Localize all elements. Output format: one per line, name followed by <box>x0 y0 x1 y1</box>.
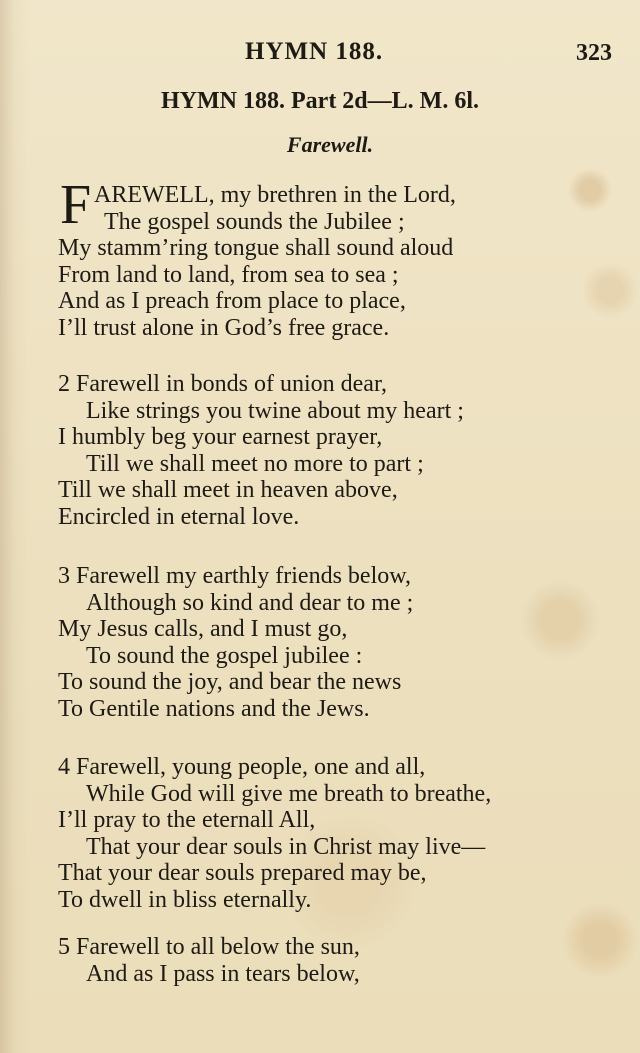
stanza-line: Encircled in eternal love. <box>58 503 300 530</box>
stanza-line: Till we shall meet no more to part ; <box>86 450 424 477</box>
stanza-line: My stamm’ring tongue shall sound aloud <box>58 235 454 261</box>
stanza-line: Till we shall meet in heaven above, <box>58 477 398 503</box>
stanza-line: And as I preach from place to place, <box>58 288 406 314</box>
drop-cap: F <box>60 174 92 236</box>
stanza-line: 3 Farewell my earthly friends below, <box>58 563 412 589</box>
stanza-4 <box>58 754 618 913</box>
stanza-line: I humbly beg your earnest prayer, <box>58 424 383 450</box>
stanza-1 <box>58 182 618 341</box>
stanza-line: I’ll trust alone in God’s free grace. <box>58 314 390 341</box>
stanza-line: From land to land, from sea to sea ; <box>58 261 399 288</box>
stanza-line: To sound the joy, and bear the news <box>58 669 402 695</box>
stanza-line: Like strings you twine about my heart ; <box>86 397 464 424</box>
tune-name: Farewell. <box>286 132 374 157</box>
stanza-line: That your dear souls prepared may be, <box>58 860 427 886</box>
stanza-line: To sound the gospel jubilee : <box>86 642 363 669</box>
stanza-line: That your dear souls in Christ may live— <box>86 833 486 860</box>
stanza-2 <box>58 371 618 530</box>
stanza-line: And as I pass in tears below, <box>86 960 360 987</box>
stanza-line: To Gentile nations and the Jews. <box>58 695 370 722</box>
stanza-line: My Jesus calls, and I must go, <box>58 616 348 642</box>
stanza-line: Although so kind and dear to me ; <box>86 589 414 616</box>
stanza-5 <box>58 934 618 987</box>
stanza-line: 4 Farewell, young people, one and all, <box>58 754 426 780</box>
page-number: 323 <box>576 40 612 66</box>
stanza-line: 5 Farewell to all below the sun, <box>58 934 360 960</box>
running-head: HYMN 188. <box>245 38 384 65</box>
stanza-line: AREWELL, my brethren in the Lord, <box>94 182 456 208</box>
stanza-3 <box>58 563 618 722</box>
stanza-line: 2 Farewell in bonds of union dear, <box>58 371 387 397</box>
stanza-line: The gospel sounds the Jubilee ; <box>104 208 405 235</box>
stanza-line: While God will give me breath to breathe, <box>86 780 492 807</box>
stanza-line: I’ll pray to the eternall All, <box>58 807 316 833</box>
stanza-line: To dwell in bliss eternally. <box>58 886 312 913</box>
hymn-title: HYMN 188. Part 2d—L. M. 6l. <box>161 88 479 114</box>
